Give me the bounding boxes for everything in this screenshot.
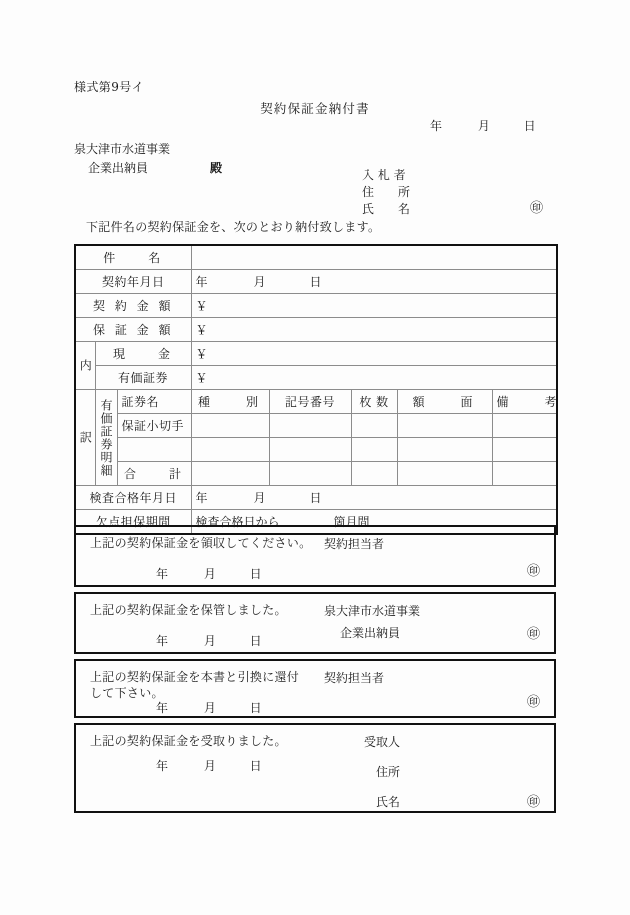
- securities-total-label: 合 計: [117, 462, 191, 486]
- confirmation-date-day: 日: [249, 634, 262, 648]
- confirmation-text-line1: 上記の契約保証金を本書と引換に還付: [90, 670, 300, 684]
- confirmation-date-day: 日: [249, 759, 262, 773]
- confirmation-signer: 契約担当者: [324, 537, 385, 551]
- confirmation-date-day: 日: [249, 567, 262, 581]
- confirmation-date[interactable]: [156, 565, 262, 582]
- confirmation-box-receipt: [74, 525, 556, 587]
- securities-cell-number[interactable]: [269, 438, 351, 462]
- bidder-label-row: [362, 167, 410, 184]
- confirmation-text: 上記の契約保証金を受取りました。: [90, 734, 287, 748]
- seal-icon: ㊞: [526, 695, 540, 710]
- table-row-contract-date: [75, 270, 557, 294]
- confirmation-date[interactable]: [156, 757, 262, 774]
- securities-cell-type[interactable]: [191, 414, 269, 438]
- confirmation-box-custody: [74, 592, 556, 654]
- securities-col-note: 備 考: [492, 390, 557, 414]
- inspection-date-day: 日: [309, 491, 322, 505]
- securities-total-number[interactable]: [269, 462, 351, 486]
- addressee-role: 企業出納員: [88, 161, 149, 175]
- confirmation-text: 上記の契約保証金を保管しました。: [90, 603, 287, 617]
- confirmation-text: 上記の契約保証金を領収してください。: [90, 536, 312, 550]
- inspection-date-month: 月: [253, 491, 266, 505]
- bidder-name-row: [362, 201, 544, 218]
- recipient-label: 受取人: [364, 735, 401, 749]
- table-row: [75, 414, 557, 438]
- confirmation-date-month: 月: [203, 567, 216, 581]
- securities-label: 有価証券: [95, 366, 191, 390]
- securities-cell-count[interactable]: [351, 414, 397, 438]
- confirmation-date-month: 月: [203, 634, 216, 648]
- subject-value[interactable]: [191, 245, 557, 270]
- table-row-total: [75, 462, 557, 486]
- table-row-contract-amount: [75, 294, 557, 318]
- table-row-securities: [75, 366, 557, 390]
- confirmation-box-receiver: [74, 723, 556, 813]
- securities-total-type[interactable]: [191, 462, 269, 486]
- confirmation-date-year: 年: [156, 634, 169, 648]
- table-row-guarantee-amount: [75, 318, 557, 342]
- confirmation-organization: 泉大津市水道事業: [324, 604, 421, 618]
- contract-date-year: 年: [195, 275, 208, 289]
- confirmation-date-month: 月: [203, 759, 216, 773]
- contract-date-value[interactable]: [191, 270, 557, 294]
- table-row-inspection-date: [75, 486, 557, 510]
- header-date-year: 年: [430, 119, 443, 133]
- confirmation-date-day: 日: [249, 701, 262, 715]
- defect-period-unit: 箇月間: [333, 515, 370, 529]
- recipient-address-label: 住所: [376, 765, 401, 779]
- page-title: 契約保証金納付書: [260, 101, 370, 116]
- confirmation-text-line2: して下さい。: [90, 686, 164, 700]
- confirmation-signer: 契約担当者: [324, 671, 385, 685]
- header-date-day: 日: [523, 119, 536, 133]
- securities-cell-face[interactable]: [397, 438, 492, 462]
- bidder-block: [362, 167, 544, 218]
- securities-col-name: 証券名: [117, 390, 191, 414]
- securities-col-count: 枚 数: [351, 390, 397, 414]
- confirmation-date[interactable]: [156, 632, 262, 649]
- seal-icon: ㊞: [526, 564, 540, 579]
- bidder-label: 入 札 者: [362, 168, 406, 182]
- contract-date-label: 契約年月日: [75, 270, 191, 294]
- securities-total-face[interactable]: [397, 462, 492, 486]
- securities-cell-number[interactable]: [269, 414, 351, 438]
- contract-amount-label: 契 約 金 額: [75, 294, 191, 318]
- confirmation-signer: 企業出納員: [340, 626, 401, 640]
- securities-cell-face[interactable]: [397, 414, 492, 438]
- confirmation-date-year: 年: [156, 701, 169, 715]
- securities-cell-count[interactable]: [351, 438, 397, 462]
- securities-cell-name: 保証小切手: [117, 414, 191, 438]
- securities-col-type: 種 別: [191, 390, 269, 414]
- confirmation-date-year: 年: [156, 759, 169, 773]
- guarantee-amount-label: 保 証 金 額: [75, 318, 191, 342]
- lead-statement: 下記件名の契約保証金を、次のとおり納付致します。: [86, 220, 381, 234]
- table-row: [75, 438, 557, 462]
- securities-cell-note[interactable]: [492, 438, 557, 462]
- addressee-organization: 泉大津市水道事業: [74, 142, 171, 156]
- securities-col-number: 記号番号: [269, 390, 351, 414]
- securities-cell-note[interactable]: [492, 414, 557, 438]
- confirmation-date-month: 月: [203, 701, 216, 715]
- seal-icon: ㊞: [526, 627, 540, 642]
- inspection-date-year: 年: [195, 491, 208, 505]
- securities-total-note[interactable]: [492, 462, 557, 486]
- securities-total-count[interactable]: [351, 462, 397, 486]
- deposit-detail-table: [74, 244, 561, 535]
- guarantee-amount-value[interactable]: ￥: [191, 318, 557, 342]
- bidder-address-label: 住 所: [362, 185, 411, 199]
- table-row-cash: [75, 342, 557, 366]
- securities-cell-type[interactable]: [191, 438, 269, 462]
- breakdown-label-upper: 内: [75, 342, 95, 390]
- seal-icon: ㊞: [530, 201, 544, 216]
- defect-period-label: 欠点担保期間: [75, 510, 191, 535]
- header-date-month: 月: [477, 119, 490, 133]
- contract-amount-value[interactable]: ￥: [191, 294, 557, 318]
- securities-cell-name[interactable]: [117, 438, 191, 462]
- confirmation-date[interactable]: [156, 699, 262, 716]
- securities-value[interactable]: ￥: [191, 366, 557, 390]
- seal-icon: ㊞: [526, 795, 540, 810]
- defect-period-from: 検査合格日から: [195, 515, 280, 529]
- cash-label: 現 金: [95, 342, 191, 366]
- subject-label: 件 名: [75, 245, 191, 270]
- securities-detail-label: 有価証券明細: [95, 390, 117, 486]
- breakdown-label-lower: 訳: [75, 390, 95, 486]
- securities-col-face: 額 面: [397, 390, 492, 414]
- addressee-role-line: [74, 159, 222, 178]
- confirmation-box-refund: [74, 659, 556, 718]
- addressee-honorific: 殿: [210, 161, 223, 175]
- confirmation-date-year: 年: [156, 567, 169, 581]
- confirmation-text: [90, 669, 299, 701]
- header-date: [430, 117, 536, 134]
- form-code: 様式第9号イ: [74, 80, 145, 94]
- table-row-subject: [75, 245, 557, 270]
- bidder-name-label: 氏 名: [362, 202, 411, 216]
- inspection-date-label: 検査合格年月日: [75, 486, 191, 510]
- inspection-date-value[interactable]: [191, 486, 557, 510]
- recipient-name-label: 氏名: [376, 795, 401, 809]
- table-row-securities-header: [75, 390, 557, 414]
- cash-value[interactable]: ￥: [191, 342, 557, 366]
- contract-date-month: 月: [253, 275, 266, 289]
- addressee-block: [74, 140, 222, 178]
- contract-date-day: 日: [309, 275, 322, 289]
- bidder-address-row: [362, 184, 410, 201]
